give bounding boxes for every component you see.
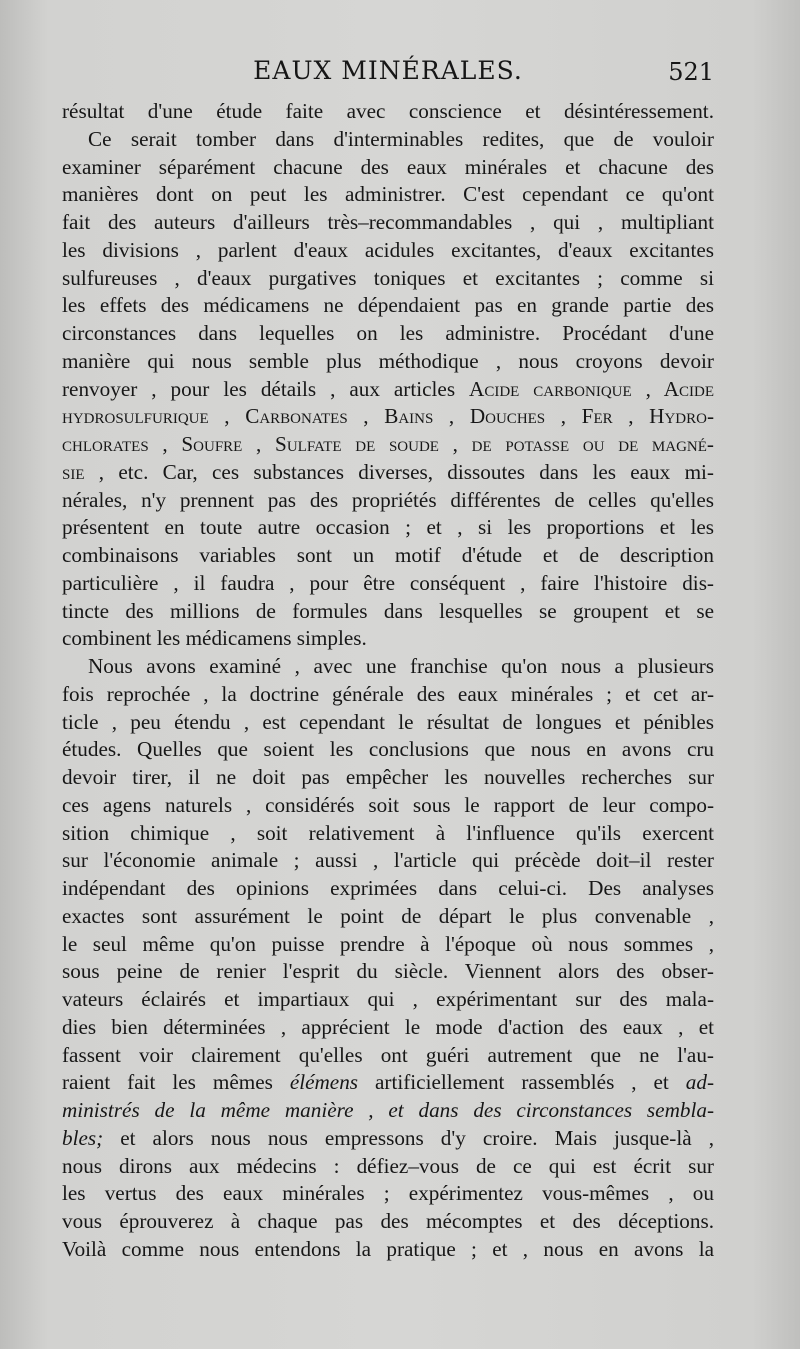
- text-line: fassent voir clairement qu'elles ont guéri autrement que ne l'au-: [62, 1042, 714, 1067]
- text-line: sur l'économie animale ; aussi , l'article qui précède doit–il rester: [62, 848, 714, 873]
- text-line: vous éprouverez à chaque pas des mécomptes et des déceptions.: [62, 1209, 714, 1233]
- text-line: combinent les médicamens simples.: [62, 626, 367, 651]
- page-header: [62, 56, 714, 92]
- text-line: sition chimique , soit relativement à l'influence qu'ils exercent: [62, 820, 714, 845]
- text-line: les divisions , parlent d'eaux acidules excitantes, d'eaux excitantes: [62, 237, 714, 262]
- text-line: le seul même qu'on puisse prendre à l'époque où nous sommes ,: [62, 931, 714, 956]
- text-line: manière qui nous semble plus méthodique , nous croyons devoir: [62, 348, 714, 373]
- text-span: raient fait les mêmes: [62, 1070, 290, 1095]
- text-line: fait des auteurs d'ailleurs très–recommandables , qui , multipliant: [62, 210, 714, 234]
- text-line: Ce serait tomber dans d'interminables redites, que de vouloir: [88, 126, 714, 151]
- text-line: dies bien déterminées , apprécient le mode d'action des eaux , et: [62, 1014, 714, 1039]
- text-line: fois reprochée , la doctrine générale des eaux minérales ; et cet ar-: [62, 681, 714, 706]
- text-line: devoir tirer, il ne doit pas empêcher les nouvelles recherches sur: [62, 765, 714, 789]
- running-title: EAUX MINÉRALES.: [253, 56, 523, 85]
- text-line: Nous avons examiné , avec une franchise qu'on nous a plusieurs: [88, 654, 714, 678]
- body-text: [62, 98, 714, 1264]
- text-line: nous dirons aux médecins : défiez–vous de ce qui est écrit sur: [62, 1153, 714, 1178]
- text-span: artificiellement rassemblés , et: [358, 1070, 686, 1095]
- cross-reference: sie: [62, 459, 85, 484]
- cross-reference: Acide carbonique , Acide: [469, 376, 714, 401]
- italic-span: ad-: [685, 1070, 715, 1095]
- italic-line: ministrés de la même manière , et dans des circonstances sembla-: [62, 1098, 714, 1122]
- text-line: manières dont on peut les administrer. C'est cependant ce qu'ont: [62, 182, 714, 207]
- cross-reference-line: chlorates , Soufre , Sulfate de soude , de potasse ou de magné-: [62, 432, 714, 456]
- text-line: les effets des médicamens ne dépendaient pas en grande partie des: [62, 293, 714, 318]
- italic-span: bles;: [62, 1125, 104, 1150]
- text-line: études. Quelles que soient les conclusions que nous en avons cru: [62, 737, 714, 762]
- text-line: indépendant des opinions exprimées dans celui-ci. Des analyses: [62, 876, 714, 900]
- cross-reference-line: hydrosulfurique , Carbonates , Bains , Douches , Fer , Hydro-: [62, 404, 714, 429]
- text-line: ticle , peu étendu , est cependant le résultat de longues et pénibles: [62, 709, 714, 734]
- text-line: nérales, n'y prennent pas des propriétés différentes de celles qu'elles: [62, 487, 714, 512]
- text-line: combinaisons variables sont un motif d'étude et de description: [62, 543, 714, 567]
- text-line: tincte des millions de formules dans lesquelles se groupent et se: [62, 598, 714, 623]
- text-line: Voilà comme nous entendons la pratique ; et , nous en avons la: [62, 1236, 714, 1261]
- text-line: ces agens naturels , considérés soit sous le rapport de leur compo-: [62, 792, 714, 817]
- text-span: renvoyer , pour les détails , aux articles: [62, 376, 470, 401]
- text-span: , etc. Car, ces substances diverses, dissoutes dans les eaux mi-: [84, 459, 714, 484]
- text-line: particulière , il faudra , pour être conséquent , faire l'histoire dis-: [62, 570, 714, 595]
- text-line: vateurs éclairés et impartiaux qui , expérimentant sur des mala-: [62, 987, 714, 1011]
- text-line: [62, 1069, 714, 1097]
- text-line: exactes sont assurément le point de départ le plus convenable ,: [62, 903, 714, 928]
- text-line: [62, 459, 714, 487]
- text-line: résultat d'une étude faite avec conscience et désintéressement.: [62, 99, 714, 123]
- italic-span: élémens: [289, 1070, 359, 1095]
- text-line: sulfureuses , d'eaux purgatives toniques et excitantes ; comme si: [62, 265, 714, 290]
- text-span: et alors nous nous empressons d'y croire. Mais jusque-là ,: [103, 1125, 714, 1150]
- text-line: sous peine de renier l'esprit du siècle. Viennent alors des obser-: [62, 959, 714, 984]
- text-line: [62, 376, 714, 404]
- text-line: présentent en toute autre occasion ; et , si les proportions et les: [62, 515, 714, 540]
- text-line: les vertus des eaux minérales ; expérimentez vous-mêmes , ou: [62, 1181, 714, 1206]
- text-line: circonstances dans lequelles on les administre. Procédant d'une: [62, 321, 714, 345]
- page-number: 521: [668, 58, 714, 86]
- text-line: [62, 1125, 714, 1153]
- text-line: examiner séparément chacune des eaux minérales et chacune des: [62, 154, 714, 179]
